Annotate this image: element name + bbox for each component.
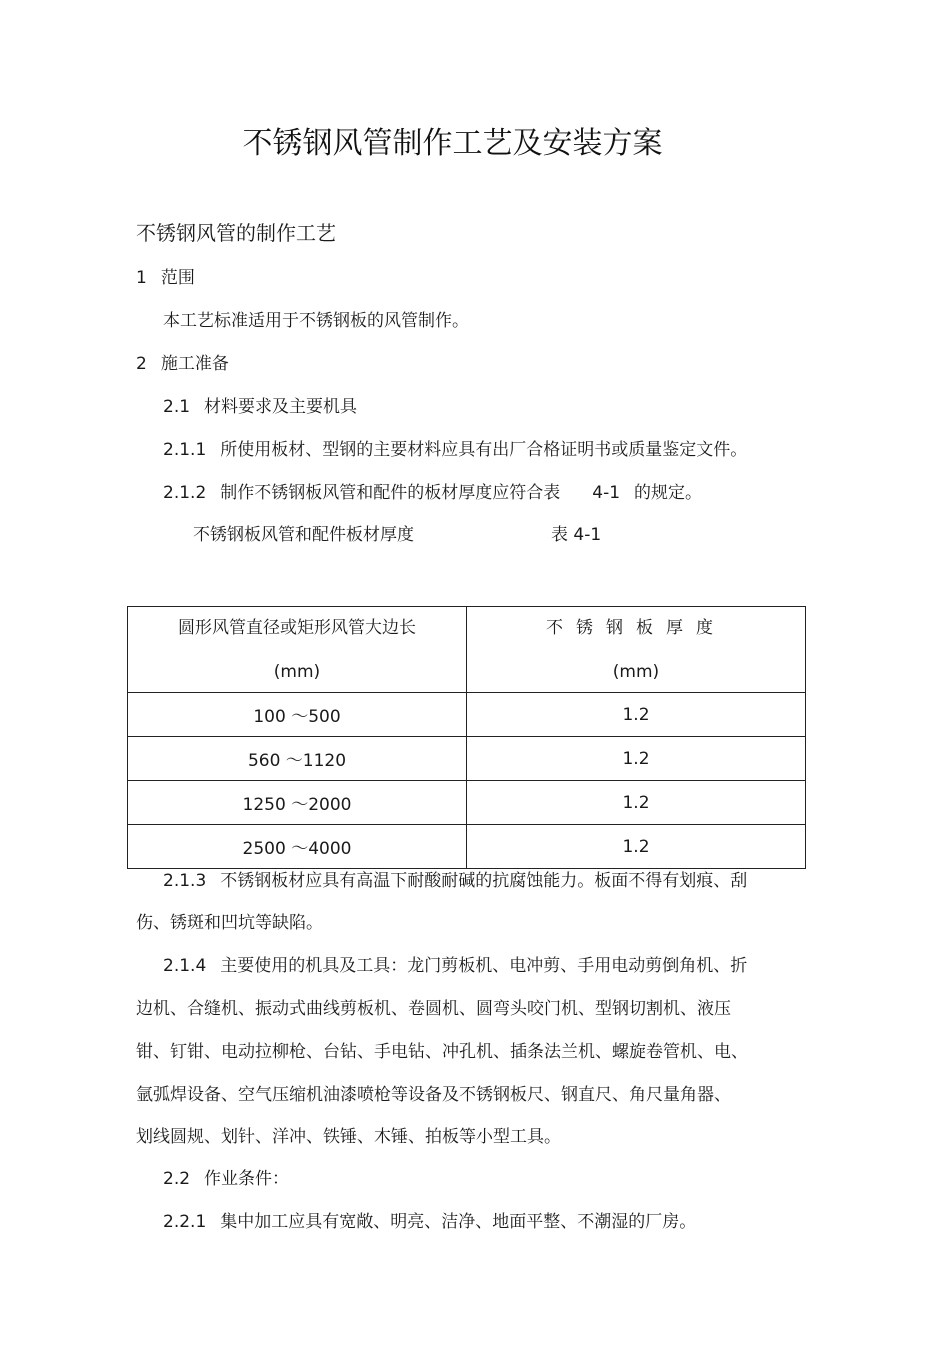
section-number: 2.1.4 [163,956,207,976]
paragraph-2-1-1 [163,440,747,460]
paragraph-text: 制作不锈钢板风管和配件的板材厚度应符合表 [220,483,561,503]
section-number: 2.2 [163,1169,191,1189]
section-label: 作业条件： [204,1169,290,1189]
section-2-1-heading [163,397,357,417]
paragraph-2-1-4-line1 [163,956,747,976]
table-row [128,825,806,869]
section-1-heading [136,268,195,288]
paragraph-text: 所使用板材、型钢的主要材料应具有出厂合格证明书或质量鉴定文件。 [220,440,748,460]
table-cell-range: 560 ～1120 [128,737,467,781]
section-number: 2 [136,354,147,374]
document-title: 不锈钢风管制作工艺及安装方案 [242,126,663,161]
section-number: 1 [136,268,147,288]
paragraph-2-1-4-line3: 钳、钉钳、电动拉柳枪、台钻、手电钻、冲孔机、插条法兰机、螺旋卷管机、电、 [136,1042,748,1062]
header-left-unit: (mm) [273,661,321,682]
section-number: 2.1 [163,397,191,417]
paragraph-2-1-2 [163,483,702,503]
section-heading: 不锈钢风管的制作工艺 [136,221,336,245]
section-number: 2.1.2 [163,483,207,503]
section-number: 2.2.1 [163,1212,207,1232]
table-reference: 4-1 [592,483,621,503]
paragraph-2-1-3-line2: 伤、锈斑和凹坑等缺陷。 [136,913,323,933]
section-2-heading [136,354,229,374]
paragraph-2-2-1 [163,1212,696,1232]
thickness-table [127,606,806,869]
table-cell-range: 100 ～500 [128,693,467,737]
section-2-2-heading [163,1169,289,1189]
paragraph-text-end: 的规定。 [634,483,703,503]
table-row [128,693,806,737]
header-right-line1: 不锈钢板厚度 [546,617,726,638]
table-caption-title: 不锈钢板风管和配件板材厚度 [193,525,414,545]
paragraph-text: 主要使用的机具及工具：龙门剪板机、电冲剪、手用电动剪倒角机、折 [220,956,748,976]
table-caption-label: 表 4-1 [551,525,602,545]
paragraph-2-1-4-line5: 划线圆规、划针、洋冲、铁锤、木锤、拍板等小型工具。 [136,1127,561,1147]
section-number: 2.1.3 [163,871,207,891]
table-cell-thickness: 1.2 [467,737,806,781]
table-cell-range: 2500 ～4000 [128,825,467,869]
section-label: 材料要求及主要机具 [204,397,358,417]
section-label: 范围 [160,268,195,288]
paragraph-text: 集中加工应具有宽敞、明亮、洁净、地面平整、不潮湿的厂房。 [220,1212,697,1232]
table-row [128,781,806,825]
header-right-unit: (mm) [612,661,660,682]
section-label: 施工准备 [160,354,229,374]
table-header-row [128,607,806,693]
table-cell-thickness: 1.2 [467,781,806,825]
table-cell-thickness: 1.2 [467,825,806,869]
paragraph-2-1-3-line1 [163,871,747,891]
paragraph-text: 不锈钢板材应具有高温下耐酸耐碱的抗腐蚀能力。板面不得有划痕、刮 [220,871,748,891]
section-number: 2.1.1 [163,440,207,460]
paragraph-2-1-4-line2: 边机、合缝机、振动式曲线剪板机、卷圆机、圆弯头咬门机、型钢切割机、液压 [136,999,731,1019]
table-cell-range: 1250 ～2000 [128,781,467,825]
table-cell-thickness: 1.2 [467,693,806,737]
section-1-text: 本工艺标准适用于不锈钢板的风管制作。 [163,311,469,331]
table-header-cell [467,607,806,693]
table-header-cell [128,607,467,693]
table-row [128,737,806,781]
header-left-line1: 圆形风管直径或矩形风管大边长 [178,617,416,638]
paragraph-2-1-4-line4: 氩弧焊设备、空气压缩机油漆喷枪等设备及不锈钢板尺、钢直尺、角尺量角器、 [136,1085,731,1105]
